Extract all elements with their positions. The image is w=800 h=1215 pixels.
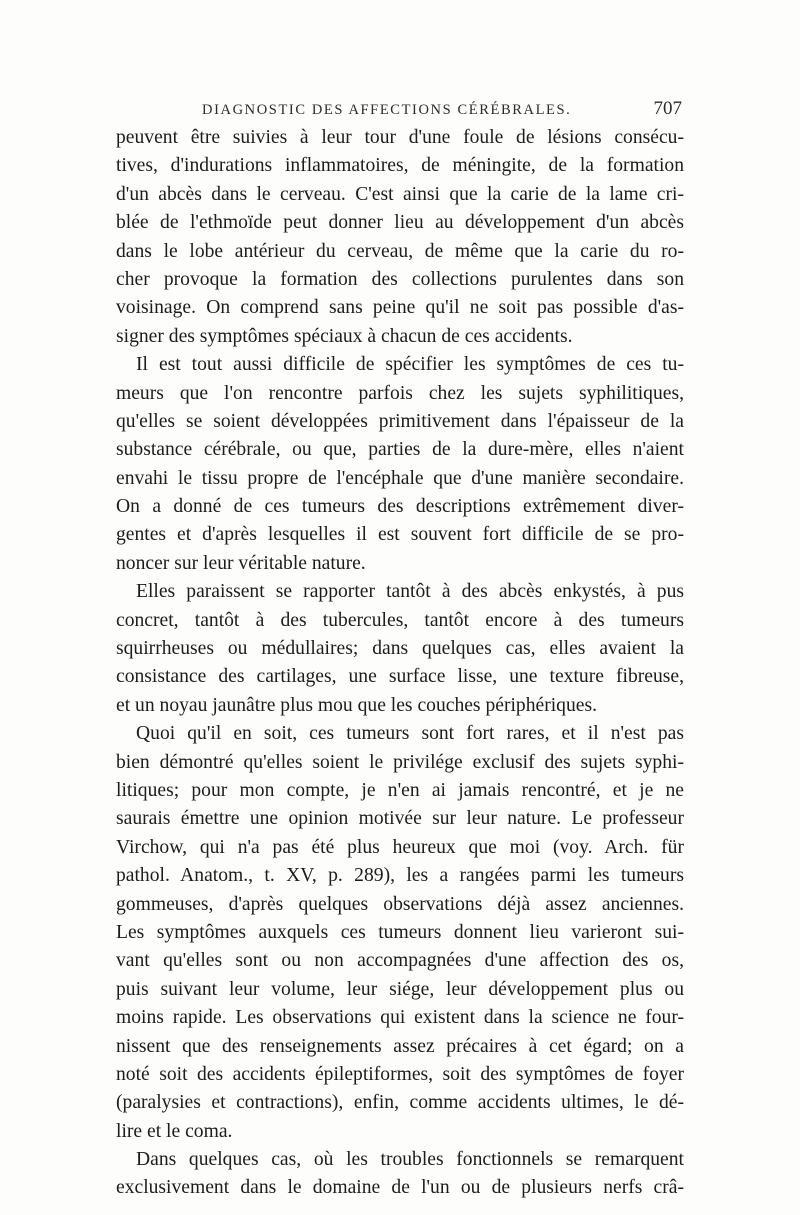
text-line: On a donné de ces tumeurs des descriptions extrêmement diver- [116,496,684,518]
text-line: vant qu'elles sont ou non accompagnées d'une affection des os, [116,950,684,972]
running-title: DIAGNOSTIC DES AFFECTIONS CÉRÉBRALES. [202,102,572,118]
text-line: Quoi qu'il en soit, ces tumeurs sont fort rares, et il n'est pas [136,723,684,745]
text-line: squirrheuses ou médullaires; dans quelques cas, elles avaient la [116,638,684,660]
text-line: dans le lobe antérieur du cerveau, de même que la carie du ro- [116,240,684,262]
text-line: qu'elles se soient développées primitivement dans l'épaisseur de la [116,410,684,432]
text-line: Les symptômes auxquels ces tumeurs donnent lieu varieront sui- [116,921,684,943]
page-header [114,98,684,122]
text-line: d'un abcès dans le cerveau. C'est ainsi que la carie de la lame cri- [116,183,684,205]
text-line: Virchow, qui n'a pas été plus heureux que moi (voy. Arch. für [116,836,684,858]
text-line: bien démontré qu'elles soient le privilége exclusif des sujets syphi- [116,751,684,773]
body-text [116,124,684,1203]
text-line: noncer sur leur véritable nature. [116,552,366,574]
text-line: litiques; pour mon compte, je n'en ai jamais rencontré, et je ne [116,779,684,801]
text-line: tives, d'indurations inflammatoires, de méningite, de la formation [116,155,684,177]
text-line: peuvent être suivies à leur tour d'une foule de lésions consécu- [116,127,684,148]
text-line: exclusivement dans le domaine de l'un ou de plusieurs nerfs crâ- [116,1177,684,1199]
text-line: envahi le tissu propre de l'encéphale que d'une manière secondaire. [116,467,684,489]
paragraph [116,351,684,578]
text-line: cher provoque la formation des collections purulentes dans son [116,268,684,290]
text-line: noté soit des accidents épileptiformes, soit des symptômes de foyer [116,1063,684,1085]
text-line: lire et le coma. [116,1120,233,1142]
text-line: meurs que l'on rencontre parfois chez les sujets syphilitiques, [116,382,684,404]
paragraph [116,578,684,720]
text-line: (paralysies et contractions), enfin, comme accidents ultimes, le dé- [116,1092,684,1114]
text-line: gentes et d'après lesquelles il est souvent fort difficile de se pro- [116,524,684,546]
text-line: gommeuses, d'après quelques observations déjà assez anciennes. [116,893,684,915]
text-line: saurais émettre une opinion motivée sur leur nature. Le professeur [116,808,684,830]
text-line: consistance des cartilages, une surface lisse, une texture fibreuse, [116,666,684,688]
text-line: et un noyau jaunâtre plus mou que les couches périphériques. [116,694,597,716]
text-line: voisinage. On comprend sans peine qu'il ne soit pas possible d'as- [116,297,684,319]
text-line: Dans quelques cas, où les troubles fonctionnels se remarquent [136,1149,684,1171]
text-line: Elles paraissent se rapporter tantôt à des abcès enkystés, à pus [136,581,684,603]
paragraph [116,720,684,1146]
text-line: blée de l'ethmoïde peut donner lieu au développement d'un abcès [116,212,684,234]
text-line: substance cérébrale, ou que, parties de la dure-mère, elles n'aient [116,439,684,461]
text-line: concret, tantôt à des tubercules, tantôt encore à des tumeurs [116,609,684,631]
text-line: moins rapide. Les observations qui existent dans la science ne four- [116,1007,684,1029]
paragraph [116,124,684,351]
text-line: signer des symptômes spéciaux à chacun de ces accidents. [116,325,573,347]
text-line: puis suivant leur volume, leur siége, leur développement plus ou [116,978,684,1000]
paragraph [116,1146,684,1203]
text-line: nissent que des renseignements assez précaires à cet égard; on a [116,1035,684,1057]
text-line: pathol. Anatom., t. XV, p. 289), les a rangées parmi les tumeurs [116,865,684,887]
page-number: 707 [653,98,682,119]
text-line: Il est tout aussi difficile de spécifier les symptômes de ces tu- [136,354,684,376]
